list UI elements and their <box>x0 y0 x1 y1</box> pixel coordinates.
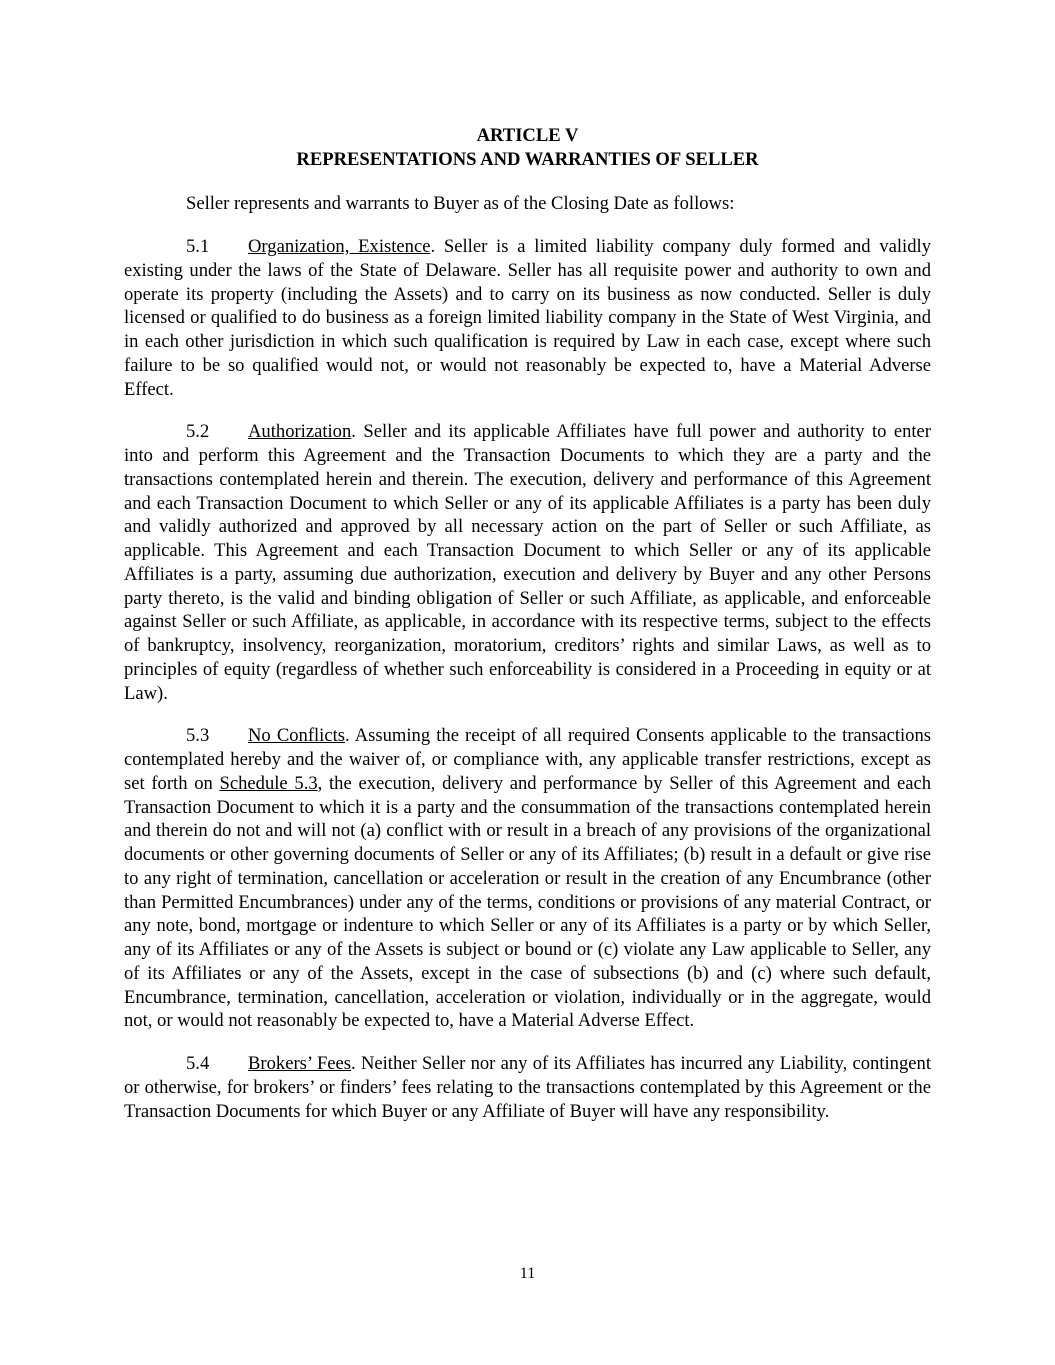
page-number: 11 <box>519 1265 536 1282</box>
section-body: . Seller is a limited liability company duly formed and validly existing under the laws of the State of Delaware. Seller has all requisite power and authority to own and operate its property (including the Assets) and to carry on its business as now conducted. Seller is duly licensed or qualified to do business as a foreign limited liability company in the State of West Virginia, and in each other jurisdiction in which such qualification is required by Law in each case, except where such failure to be so qualified would not, or would not reasonably be expected to, have a Material Adverse Effect. <box>124 236 931 400</box>
section-body: , the execution, delivery and performance by Seller of this Agreement and each Transaction Document to which it is a party and the consummation of the transactions contemplated herein and therein do not and will not (a) conflict with or result in a breach of any provisions of the organizational documents or other governing documents of Seller or any of its Affiliates; (b) result in a default or give rise to any right of termination, cancellation or acceleration or result in the creation of any Encumbrance (other than Permitted Encumbrances) under any of the terms, conditions or provisions of any material Contract, or any note, bond, mortgage or indenture to which Seller or any of its Affiliates is a party or by which Seller, any of its Affiliates or any of the Assets is subject or bound or (c) violate any Law applicable to Seller, any of its Affiliates or any of the Assets, except in the case of subsections (b) and (c) where such default, Encumbrance, termination, cancellation, acceleration or violation, individually or in the aggregate, would not, or would not reasonably be expected to, have a Material Adverse Effect. <box>124 772 932 1032</box>
intro-paragraph: Seller represents and warrants to Buyer as of the Closing Date as follows: <box>186 193 735 214</box>
document-page <box>124 124 931 1123</box>
section-number: 5.2 <box>186 421 210 443</box>
section-body: . Seller and its applicable Affiliates have full power and authority to enter into and perform this Agreement and the Transaction Documents to which they are a party and the transactions contemplated herein and therein. The execution, delivery and performance of this Agreement and each Transaction Document to which Seller or any of its applicable Affiliates is a party has been duly and validly authorized and approved by all necessary action on the part of Seller or such Affiliate, as applicable. This Agreement and each Transaction Document to which Seller or any of its applicable Affiliates is a party, assuming due authorization, execution and delivery by Buyer and any other Persons party thereto, is the valid and binding obligation of Seller or such Affiliate, as applicable, and enforceable against Seller or such Affiliate, as applicable, in accordance with its respective terms, subject to the effects of bankruptcy, insolvency, reorganization, moratorium, creditors’ rights and similar Laws, as well as to principles of equity (regardless of whether such enforceability is considered in a Proceeding in equity or at Law). <box>124 421 931 704</box>
section-body: . Assuming the receipt of all required Consents applicable to the transactions contemplated hereby and the waiver of, or compliance with, any applicable transfer restrictions, except as set forth on <box>124 725 931 794</box>
section-body: . Neither Seller nor any of its Affiliates has incurred any Liability, contingent or otherwise, for brokers’ or finders’ fees relating to the transactions contemplated by this Agreement or the Transaction Documents for which Buyer or any Affiliate of Buyer will have any responsibility. <box>124 1053 931 1122</box>
section-5-3 <box>124 724 931 1033</box>
section-number: 5.1 <box>186 236 210 257</box>
article-title: REPRESENTATIONS AND WARRANTIES OF SELLER <box>296 149 759 170</box>
section-5-4 <box>124 1052 931 1123</box>
section-title: Brokers’ Fees <box>248 1053 352 1074</box>
article-heading <box>124 124 931 172</box>
article-number: ARTICLE V <box>476 125 579 146</box>
section-title: Authorization <box>248 421 352 443</box>
section-5-2 <box>124 420 931 705</box>
section-title: No Conflicts <box>248 725 345 747</box>
section-number: 5.4 <box>186 1053 210 1074</box>
section-5-1 <box>124 235 931 401</box>
section-title: Organization, Existence <box>248 236 431 257</box>
schedule-reference: Schedule 5.3 <box>219 772 318 794</box>
section-number: 5.3 <box>186 725 210 747</box>
